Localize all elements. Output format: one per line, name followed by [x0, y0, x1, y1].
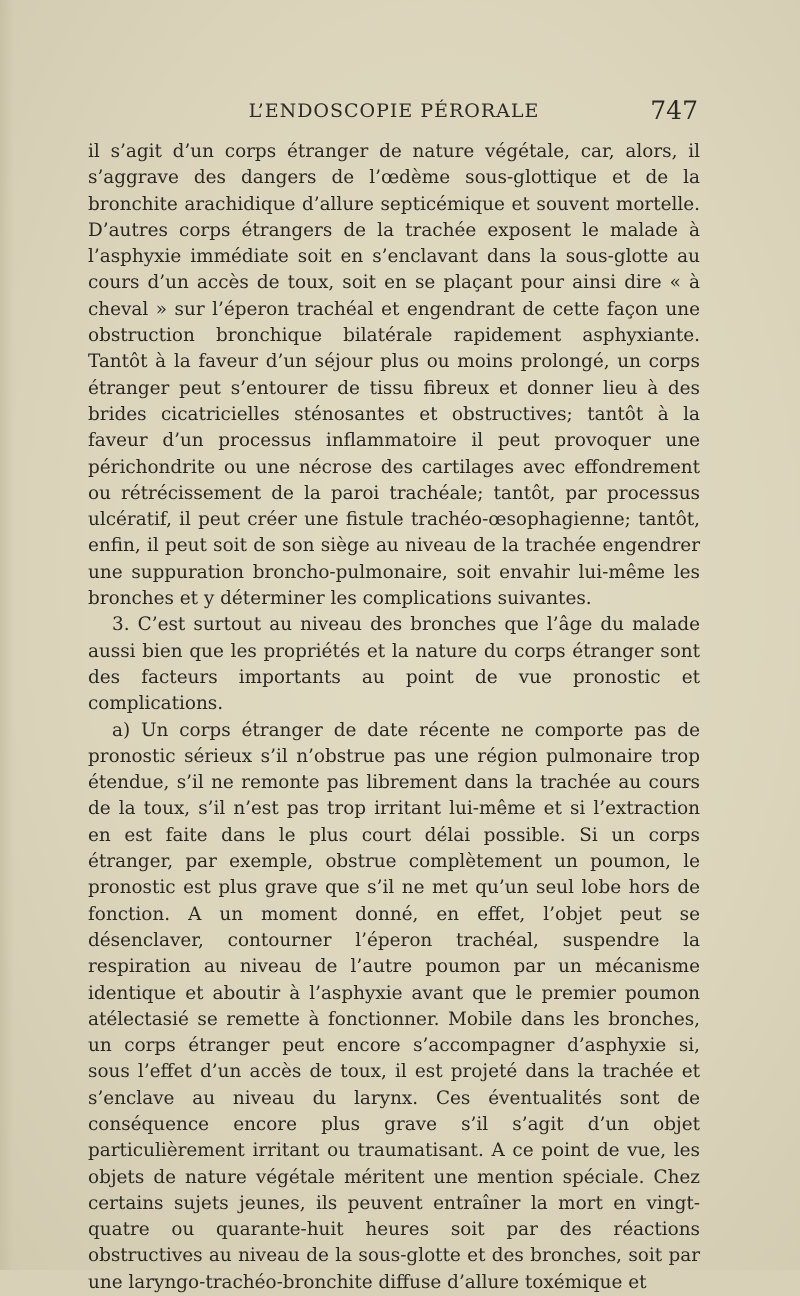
- running-head: [88, 96, 700, 126]
- paragraph-point-3: 3. C’est surtout au niveau des bronches que l’âge du malade aussi bien que les propriétés et la nature du corps étranger sont des facteurs importants au point de vue pronostic et complications.: [88, 614, 700, 715]
- running-title: L’ENDOSCOPIE PÉRORALE: [248, 100, 540, 122]
- page-number: 747: [650, 96, 698, 125]
- paragraph-point-a: a) Un corps étranger de date récente ne comporte pas de pronostic sérieux s’il n’obstrue pas une région pulmonaire trop étendue, s’il ne remonte pas librement dans la trachée au cours de la toux, s’il n’est pas trop irritant lui-même et si l’extraction en est faite dans le plus court délai possible. Si un corps étranger, par exemple, obstrue complètement un poumon, le pronostic est plus grave que s’il ne met qu’un seul lobe hors de fonction. A un moment donné, en effet, l’objet peut se désenclaver, contourner l’éperon trachéal, suspendre la respiration au niveau de l’autre poumon par un mécanisme identique et aboutir à l’asphyxie avant que le premier poumon atélectasié se remette à fonctionner. Mobile dans les bronches, un corps étranger peut encore s’accompagner d’asphyxie si, sous l’effet d’un accès de toux, il est projeté dans la trachée et s’enclave au niveau du larynx. Ces éventualités sont de conséquence encore plus grave s’il s’agit d’un objet particulièrement irritant ou traumatisant. A ce point de vue, les objets de nature végétale méritent une mention spéciale. Chez certains sujets jeunes, ils peuvent entraîner la mort en vingt-quatre ou quarante-huit heures soit par des réactions obstructives au niveau de la sous-glotte et des bronches, soit par une laryngo-trachéo-bronchite diffuse d’allure toxémique et: [88, 719, 700, 1293]
- page-gutter-shadow: [0, 0, 14, 1270]
- paragraph-continuation: il s’agit d’un corps étranger de nature végétale, car, alors, il s’aggrave des dangers de l’œdème sous-glottique et de la bronchite arachidique d’allure septicémique et souvent mortelle. D’autres corps étrangers de la trachée exposent le malade à l’asphyxie immédiate soit en s’enclavant dans la sous-glotte au cours d’un accès de toux, soit en se plaçant pour ainsi dire « à cheval » sur l’éperon trachéal et engendrant de cette façon une obstruction bronchique bilatérale rapidement asphyxiante. Tantôt à la faveur d’un séjour plus ou moins prolongé, un corps étranger peut s’entourer de tissu fibreux et donner lieu à des brides cicatricielles sténosantes et obstructives; tantôt à la faveur d’un processus inflammatoire il peut provoquer une périchondrite ou une nécrose des cartilages avec effondrement ou rétrécissement de la paroi trachéale; tantôt, par processus ulcératif, il peut créer une fistule trachéo-œsophagienne; tantôt, enfin, il peut soit de son siège au niveau de la trachée engendrer une suppuration broncho-pulmonaire, soit envahir lui-même les bronches et y déterminer les complications suivantes.: [88, 141, 700, 610]
- body-text: [88, 139, 700, 1296]
